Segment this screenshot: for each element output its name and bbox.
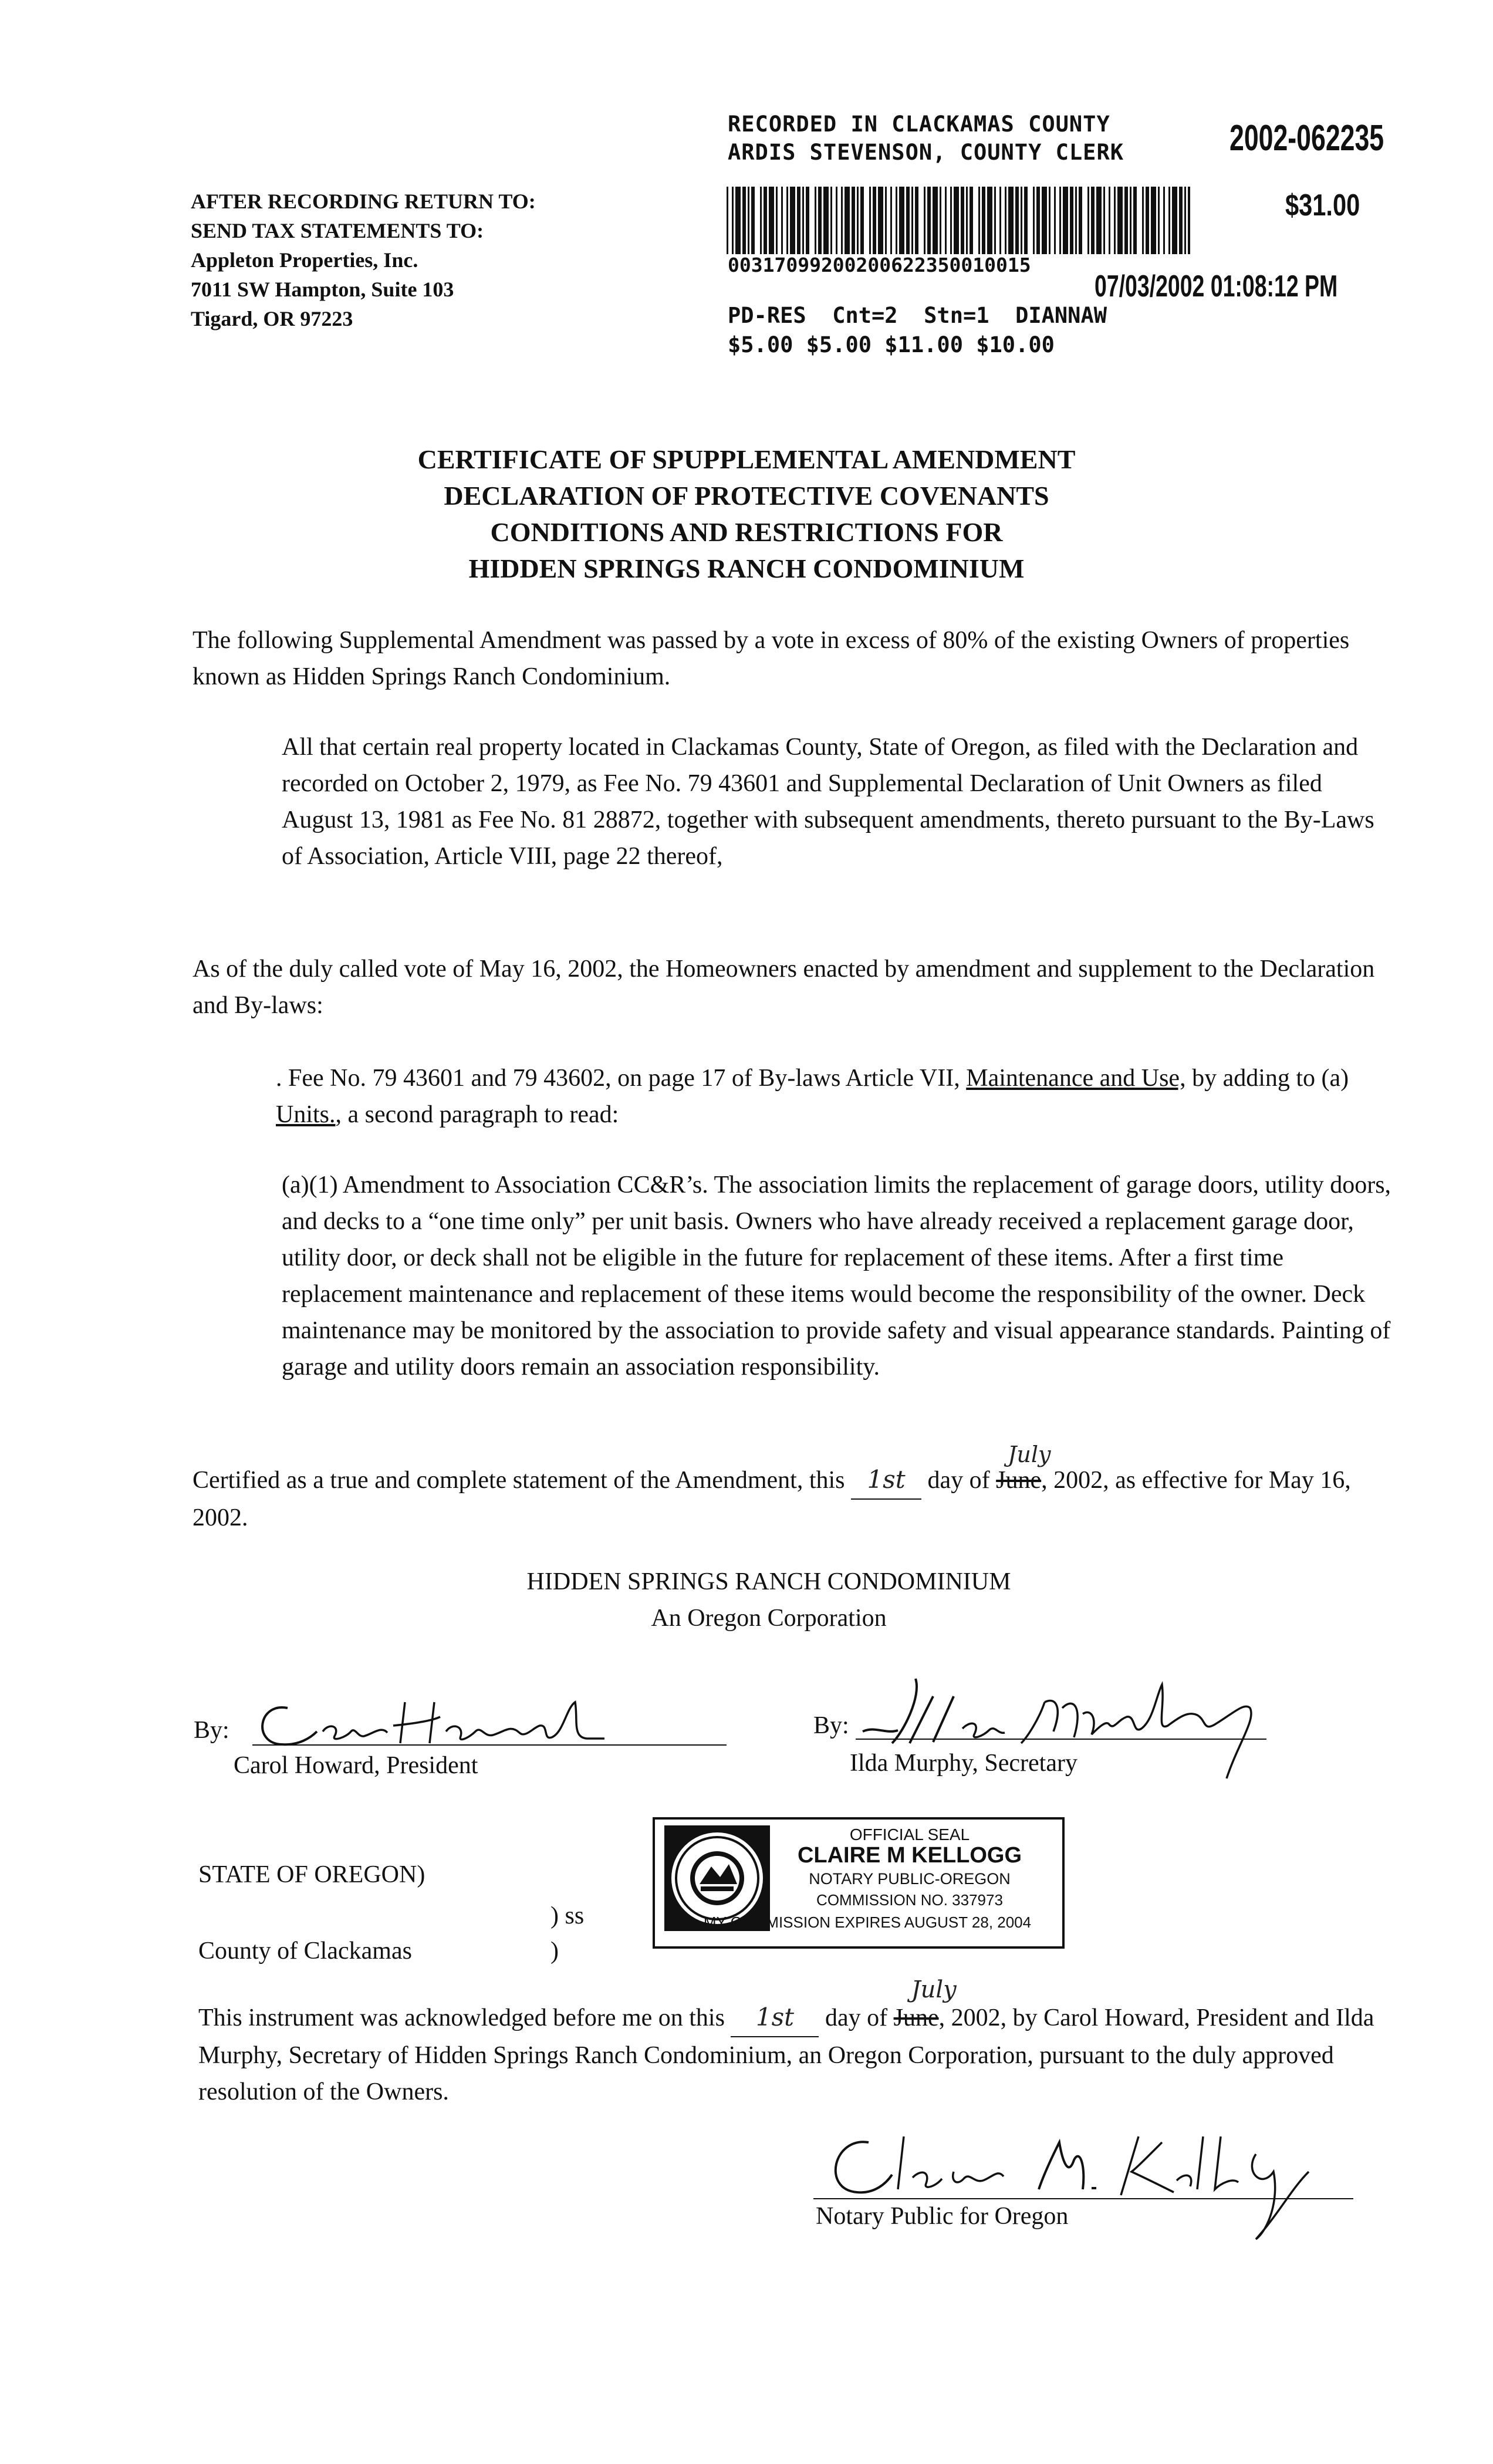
title-line-4: HIDDEN SPRINGS RANCH CONDOMINIUM bbox=[468, 553, 1025, 583]
by-label-1: By: bbox=[194, 1717, 229, 1744]
document-title bbox=[0, 441, 1493, 587]
barcode-bar bbox=[1008, 187, 1014, 254]
barcode-bar bbox=[1070, 187, 1073, 254]
barcode-bar bbox=[978, 187, 980, 254]
notary-public-label: Notary Public for Oregon bbox=[816, 2203, 1069, 2230]
barcode-number: 00317099200200622350010015 bbox=[728, 254, 1031, 276]
county-paren: ) bbox=[550, 1938, 559, 1965]
barcode-bar bbox=[1063, 187, 1068, 254]
barcode-bar bbox=[1184, 187, 1186, 254]
signer-2-name: Ilda Murphy, Secretary bbox=[850, 1750, 1077, 1777]
barcode-bar bbox=[1075, 187, 1077, 254]
barcode-bar bbox=[987, 187, 992, 254]
legal-description-paragraph: All that certain real property located in Clackamas County, State of Oregon, as filed with the Declaration and recorded on October 2, 1979, as Fee No. 79 43601 and Supplemental Declaration of Unit Owners as filed August 13, 1981 as Fee No. 81 28872, together with subsequent amendments, thereto pursuant to the By-Laws of Association, Article VIII, page 22 thereof, bbox=[282, 734, 1374, 870]
barcode-bar bbox=[1015, 187, 1019, 254]
state-of-oregon: STATE OF OREGON) bbox=[198, 1861, 425, 1888]
barcode-bar bbox=[1096, 187, 1102, 254]
seal-commission-expiry: MY COMMISSION EXPIRES AUGUST 28, 2004 bbox=[703, 1913, 1032, 1931]
barcode-bar bbox=[1117, 187, 1123, 254]
recording-county-line: RECORDED IN CLACKAMAS COUNTY bbox=[728, 112, 1110, 137]
recording-fees: $5.00 $5.00 $11.00 $10.00 bbox=[728, 332, 1055, 357]
barcode-bar bbox=[945, 187, 947, 254]
ack-day-blank bbox=[731, 1999, 819, 2037]
barcode-bar bbox=[1124, 187, 1128, 254]
cert-text-post: , 2002, as effective for May 16, 2002. bbox=[192, 1467, 1351, 1531]
barcode-bar bbox=[878, 187, 883, 254]
units-heading: Units. bbox=[276, 1101, 336, 1128]
barcode-bar bbox=[769, 187, 774, 254]
ack-text-post: , 2002, by Carol Howard, President and Ilda Murphy, Secretary of Hidden Springs Ranch Condominium, an Oregon Corporation, pursuant to the duly approved resolution of the Owners. bbox=[198, 2004, 1374, 2105]
title-line-3: CONDITIONS AND RESTRICTIONS FOR bbox=[490, 517, 1003, 547]
barcode-bar bbox=[1079, 187, 1082, 254]
barcode-bar bbox=[1163, 187, 1165, 254]
barcode-bar bbox=[933, 187, 938, 254]
return-line-2: SEND TAX STATEMENTS TO: bbox=[191, 219, 484, 242]
barcode-bar bbox=[786, 187, 788, 254]
barcode-bar bbox=[1158, 187, 1160, 254]
barcode-bar bbox=[797, 187, 800, 254]
ss-marker: ) ss bbox=[550, 1902, 585, 1929]
barcode-bar bbox=[890, 187, 892, 254]
recording-datetime: 07/03/2002 01:08:12 PM bbox=[1095, 269, 1338, 303]
barcode-bar bbox=[1114, 187, 1116, 254]
barcode-bar bbox=[845, 187, 850, 254]
barcode-bar bbox=[1021, 187, 1022, 254]
barcode-bar bbox=[727, 187, 728, 254]
barcode-bar bbox=[873, 187, 876, 254]
barcode-bar bbox=[1188, 187, 1190, 254]
barcode-bar bbox=[857, 187, 859, 254]
barcode-bar bbox=[961, 187, 964, 254]
cert-month-handwritten: July bbox=[1008, 1442, 1051, 1467]
ack-month-struck: June bbox=[893, 2004, 939, 2031]
barcode-bar bbox=[1109, 187, 1110, 254]
barcode-bar bbox=[1059, 187, 1061, 254]
intro-paragraph: The following Supplemental Amendment was passed by a vote in excess of 80% of the existing Owners of properties known as Hidden Springs Ranch Condominium. bbox=[192, 627, 1350, 690]
barcode-bar bbox=[790, 187, 795, 254]
barcode-bar bbox=[1168, 187, 1170, 254]
barcode-bar bbox=[906, 187, 910, 254]
recording-clerk-line: ARDIS STEVENSON, COUNTY CLERK bbox=[728, 140, 1124, 165]
barcode-bar bbox=[1087, 187, 1089, 254]
barcode-bar bbox=[1130, 187, 1131, 254]
barcode-bar bbox=[1172, 187, 1177, 254]
barcode-bar bbox=[896, 187, 897, 254]
ack-day-handwritten: 1st bbox=[755, 2003, 795, 2031]
return-company: Appleton Properties, Inc. bbox=[191, 248, 418, 272]
return-address-block bbox=[191, 187, 536, 333]
barcode-bar bbox=[841, 187, 843, 254]
organization-block bbox=[0, 1564, 1493, 1636]
barcode-bar bbox=[915, 187, 918, 254]
cert-text-mid: day of bbox=[921, 1467, 997, 1494]
barcode-bar bbox=[751, 187, 755, 254]
ack-month-handwritten: July bbox=[911, 1976, 957, 2003]
return-city: Tigard, OR 97223 bbox=[191, 307, 353, 330]
return-line-1: AFTER RECORDING RETURN TO: bbox=[191, 190, 536, 213]
barcode-bar bbox=[940, 187, 941, 254]
barcode-bar bbox=[735, 187, 741, 254]
barcode-image bbox=[727, 187, 1190, 254]
barcode-bar bbox=[830, 187, 832, 254]
organization-type: An Oregon Corporation bbox=[651, 1605, 887, 1632]
barcode-bar bbox=[1036, 187, 1040, 254]
cert-month-struck: June bbox=[996, 1467, 1042, 1494]
barcode-bar bbox=[802, 187, 804, 254]
barcode-bar bbox=[748, 187, 749, 254]
barcode-bar bbox=[852, 187, 855, 254]
barcode-bar bbox=[999, 187, 1001, 254]
return-street: 7011 SW Hampton, Suite 103 bbox=[191, 278, 454, 301]
certification-paragraph bbox=[192, 1442, 1401, 1536]
barcode-bar bbox=[1005, 187, 1006, 254]
barcode-bar bbox=[899, 187, 904, 254]
fee-total: $31.00 bbox=[1285, 188, 1360, 222]
barcode-bar bbox=[764, 187, 767, 254]
fee-text-post: , a second paragraph to read: bbox=[335, 1101, 619, 1128]
barcode-bar bbox=[776, 187, 778, 254]
barcode-bar bbox=[966, 187, 968, 254]
fee-reference-paragraph bbox=[276, 1060, 1391, 1133]
barcode-bar bbox=[1091, 187, 1095, 254]
barcode-bar bbox=[950, 187, 952, 254]
title-line-1: CERTIFICATE OF SPUPPLEMENTAL AMENDMENT bbox=[417, 444, 1076, 474]
acknowledgment-paragraph bbox=[198, 1976, 1396, 2110]
recording-codes: PD-RES Cnt=2 Stn=1 DIANNAW bbox=[728, 303, 1107, 328]
cert-text-pre: Certified as a true and complete statement of the Amendment, this bbox=[192, 1467, 852, 1494]
barcode-bar bbox=[818, 187, 822, 254]
barcode-bar bbox=[1133, 187, 1137, 254]
ack-text-pre: This instrument was acknowledged before me on this bbox=[198, 2004, 731, 2031]
seal-notary-name: CLAIRE M KELLOGG bbox=[797, 1843, 1022, 1868]
barcode-bar bbox=[1179, 187, 1183, 254]
barcode-bar bbox=[1142, 187, 1144, 254]
notary-signature-line bbox=[813, 2198, 1353, 2199]
barcode-bar bbox=[823, 187, 829, 254]
barcode-bar bbox=[869, 187, 871, 254]
maintenance-and-use-heading: Maintenance and Use, bbox=[966, 1065, 1186, 1092]
seal-notary-public: NOTARY PUBLIC-OREGON bbox=[809, 1870, 1011, 1888]
barcode-bar bbox=[954, 187, 959, 254]
cert-day-blank bbox=[851, 1461, 921, 1500]
cert-day-handwritten: 1st bbox=[867, 1465, 906, 1494]
seal-commission-number: COMMISSION NO. 337973 bbox=[816, 1891, 1003, 1909]
seal-title: OFFICIAL SEAL bbox=[849, 1825, 970, 1844]
title-line-2: DECLARATION OF PROTECTIVE COVENANTS bbox=[444, 481, 1049, 511]
barcode-bar bbox=[1146, 187, 1149, 254]
barcode-bar bbox=[815, 187, 816, 254]
barcode-bar bbox=[781, 187, 783, 254]
signer-1-name: Carol Howard, President bbox=[234, 1752, 478, 1779]
by-label-2: By: bbox=[813, 1712, 849, 1739]
amendment-paragraph: (a)(1) Amendment to Association CC&R’s. The association limits the replacement of garage doors, utility doors, and decks to a “one time only” per unit basis. Owners who have already received a replacement garage door, utility door, or deck shall not be eligible in the future for replacement of these items. After a first time replacement maintenance and replacement of these items would become the responsibility of the owner. Deck maintenance may be monitored by the association to provide safety and visual appearance standards. Painting of garage and utility doors remain an association responsibility. bbox=[282, 1172, 1391, 1380]
barcode-bar bbox=[982, 187, 985, 254]
barcode-bar bbox=[1024, 187, 1028, 254]
barcode-bar bbox=[994, 187, 996, 254]
document-number: 2002-062235 bbox=[1229, 118, 1384, 158]
barcode-bar bbox=[970, 187, 973, 254]
vote-paragraph: As of the duly called vote of May 16, 2002, the Homeowners enacted by amendment and supplement to the Declaration and By-laws: bbox=[192, 956, 1375, 1019]
ack-text-mid: day of bbox=[819, 2004, 894, 2031]
ack-month bbox=[893, 1976, 957, 2031]
barcode-bar bbox=[1042, 187, 1047, 254]
cert-month bbox=[996, 1442, 1051, 1494]
barcode-bar bbox=[742, 187, 746, 254]
barcode-bar bbox=[860, 187, 864, 254]
county-of-clackamas: County of Clackamas bbox=[198, 1938, 412, 1965]
organization-name: HIDDEN SPRINGS RANCH CONDOMINIUM bbox=[526, 1568, 1011, 1595]
barcode-bar bbox=[806, 187, 809, 254]
barcode-bar bbox=[836, 187, 837, 254]
barcode-bar bbox=[1033, 187, 1035, 254]
fee-text-pre: . Fee No. 79 43601 and 79 43602, on page 17 of By-laws Article VII, bbox=[276, 1065, 967, 1092]
barcode-bar bbox=[885, 187, 887, 254]
barcode-bar bbox=[1049, 187, 1050, 254]
barcode-bar bbox=[732, 187, 734, 254]
barcode-bar bbox=[924, 187, 925, 254]
barcode-bar bbox=[760, 187, 762, 254]
barcode-bar bbox=[927, 187, 931, 254]
fee-text-mid: by adding to (a) bbox=[1185, 1065, 1349, 1092]
barcode-bar bbox=[1054, 187, 1056, 254]
barcode-bar bbox=[911, 187, 913, 254]
carol-howard-signature bbox=[246, 1690, 610, 1755]
barcode-bar bbox=[1151, 187, 1156, 254]
barcode-bar bbox=[1103, 187, 1105, 254]
